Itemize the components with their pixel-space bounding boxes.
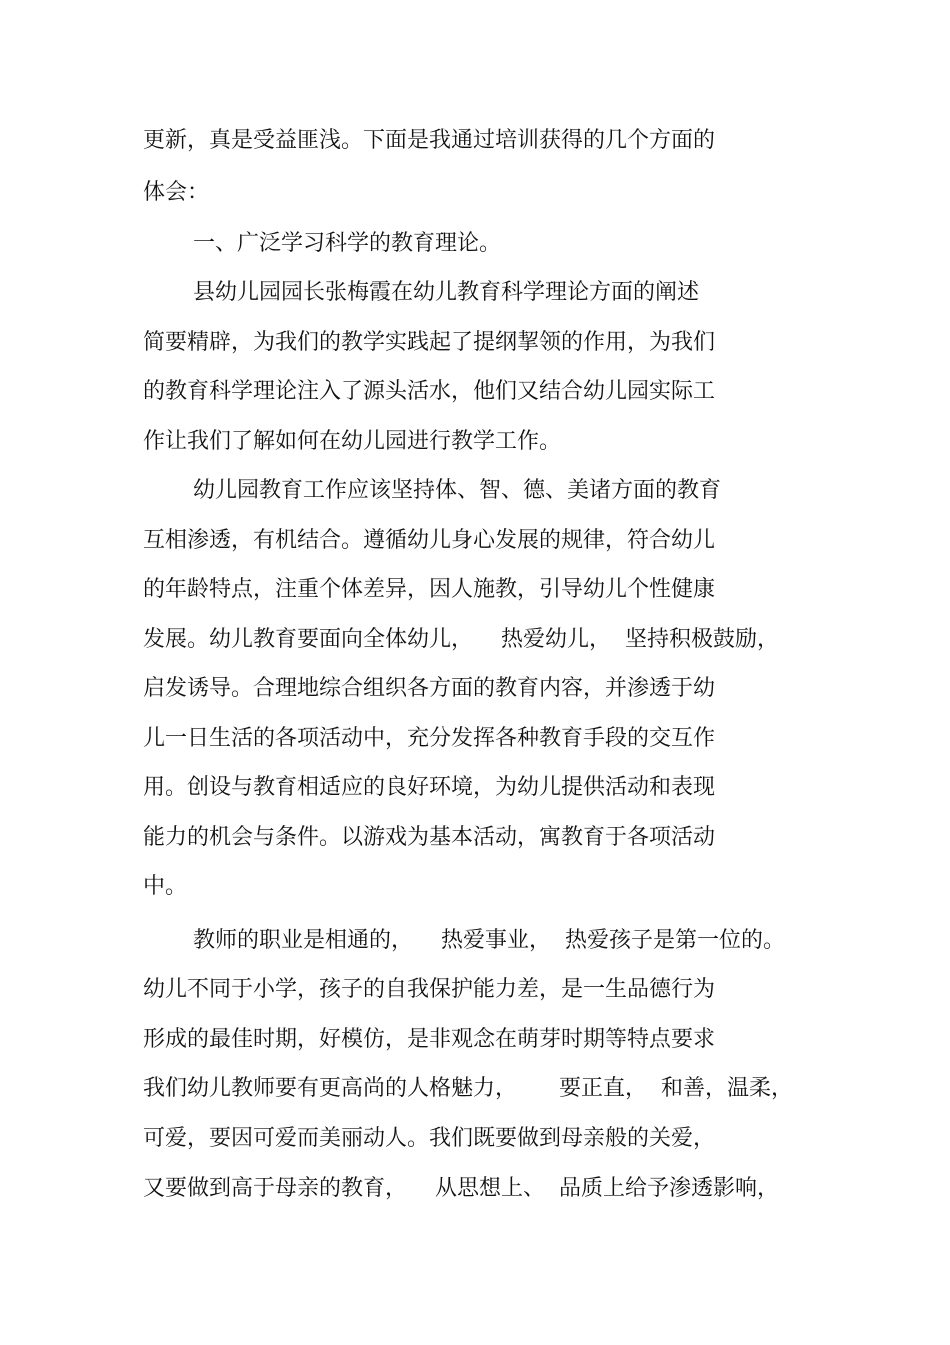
text-line: 的年龄特点，注重个体差异，因人施教，引导幼儿个性健康 <box>143 577 716 602</box>
text-line: 我们幼儿教师要有更高尚的人格魅力， 要正直， 和善，温柔， <box>143 1076 793 1101</box>
paragraph-first-line: 教师的职业是相通的， 热爱事业， 热爱孩子是第一位的。 <box>193 928 785 953</box>
text-line: 又要做到高于母亲的教育， 从思想上、 品质上给予渗透影响， <box>143 1176 779 1201</box>
paragraph-first-line: 幼儿园教育工作应该坚持体、智、德、美诸方面的教育 <box>193 478 722 503</box>
text-line: 作让我们了解如何在幼儿园进行教学工作。 <box>143 429 562 454</box>
text-line: 幼儿不同于小学，孩子的自我保护能力差，是一生品德行为 <box>143 977 716 1002</box>
text-line: 更新，真是受益匪浅。下面是我通过培训获得的几个方面的 <box>143 128 716 153</box>
text-line: 可爱，要因可爱而美丽动人。我们既要做到母亲般的关爱， <box>143 1126 716 1151</box>
text-line: 发展。幼儿教育要面向全体幼儿， 热爱幼儿， 坚持积极鼓励， <box>143 627 779 652</box>
text-line: 形成的最佳时期，好模仿，是非观念在萌芽时期等特点要求 <box>143 1027 716 1052</box>
text-line: 互相渗透，有机结合。遵循幼儿身心发展的规律，符合幼儿 <box>143 528 716 553</box>
text-line: 的教育科学理论注入了源头活水，他们又结合幼儿园实际工 <box>143 379 716 404</box>
text-line: 启发诱导。合理地综合组织各方面的教育内容，并渗透于幼 <box>143 676 716 701</box>
section-heading: 一、广泛学习科学的教育理论。 <box>193 231 502 256</box>
text-line: 中。 <box>143 874 188 899</box>
text-line: 体会： <box>143 180 210 205</box>
text-line: 用。创设与教育相适应的良好环境，为幼儿提供活动和表现 <box>143 775 716 800</box>
paragraph-first-line: 县幼儿园园长张梅霞在幼儿教育科学理论方面的阐述 <box>193 280 700 305</box>
text-line: 儿一日生活的各项活动中，充分发挥各种教育手段的交互作 <box>143 726 716 751</box>
text-line: 能力的机会与条件。以游戏为基本活动，寓教育于各项活动 <box>143 825 716 850</box>
text-line: 简要精辟，为我们的教学实践起了提纲挈领的作用，为我们 <box>143 330 716 355</box>
